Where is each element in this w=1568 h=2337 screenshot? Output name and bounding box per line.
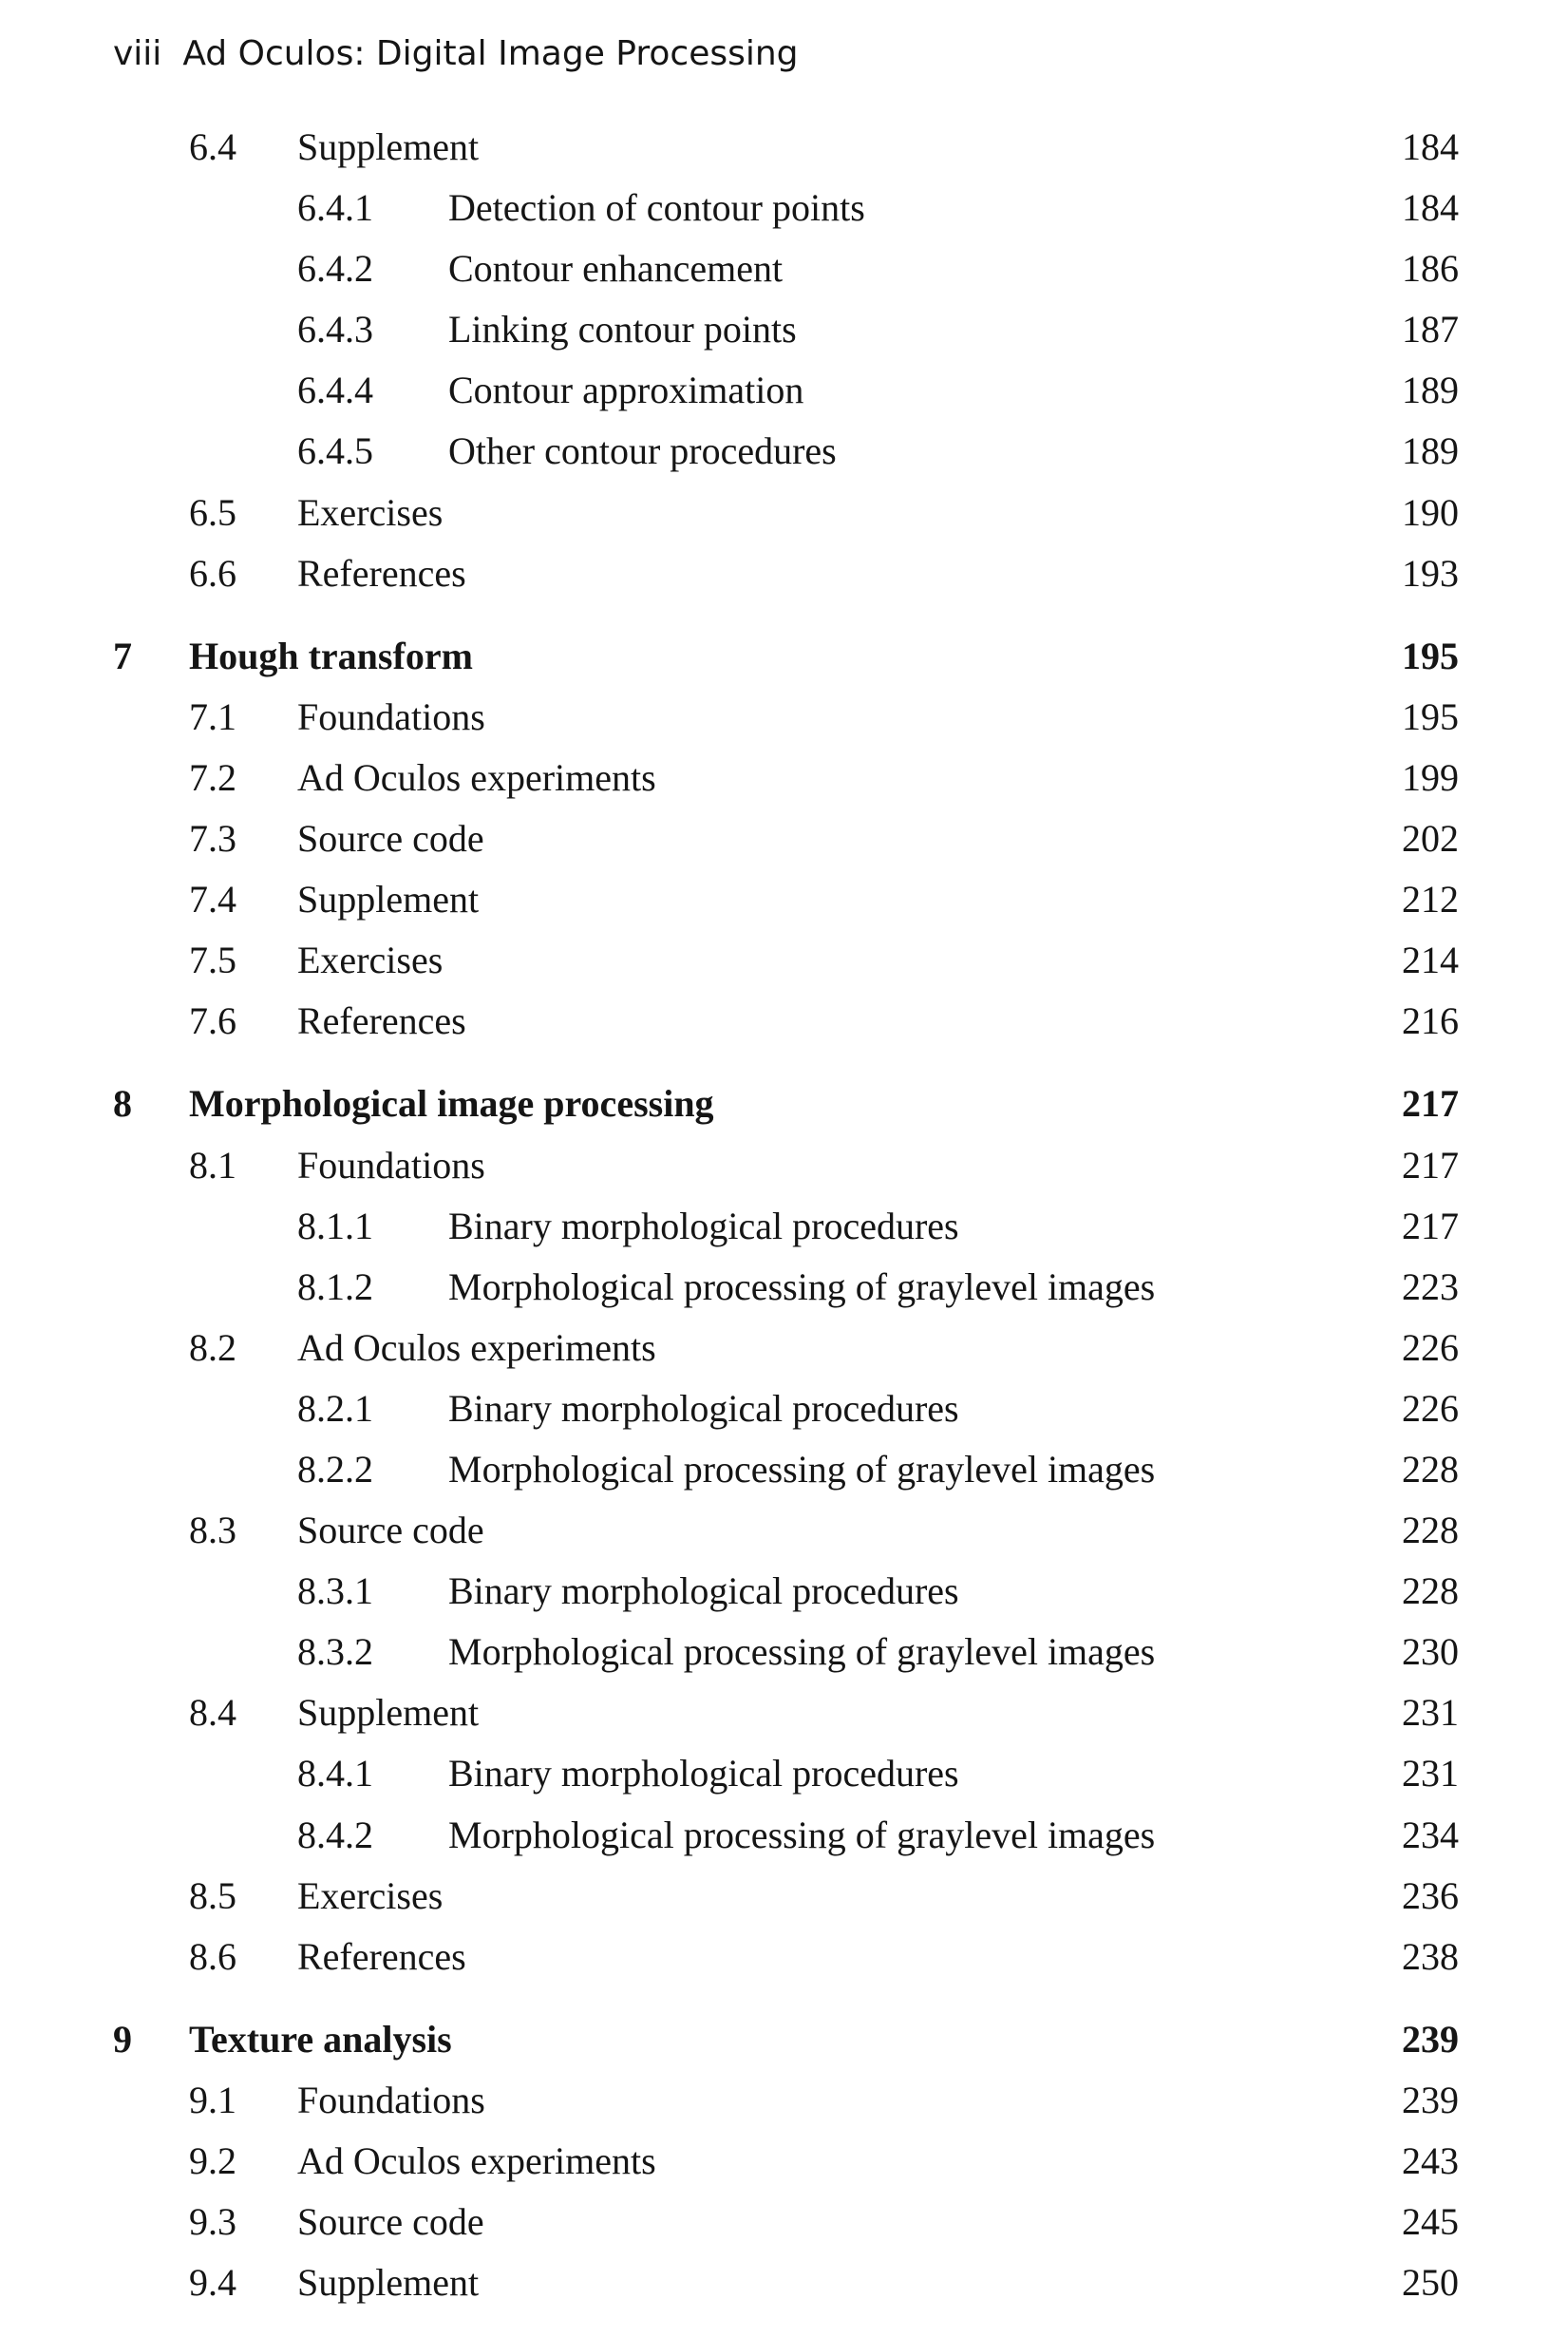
entry-title: Exercises [297,939,444,982]
entry-number: 7.3 [189,817,236,861]
toc-entry-subsection [0,367,1568,428]
toc-entry-section [0,2077,1568,2138]
toc-entry-section [0,1324,1568,1385]
entry-number: 8.1.2 [297,1264,373,1308]
entry-page-number: 193 [1402,551,1459,595]
entry-page-number: 217 [1402,1204,1459,1247]
entry-number: 7.5 [189,939,236,982]
entry-title: Other contour procedures [448,429,837,473]
entry-title: Morphological processing of graylevel images [448,1447,1156,1491]
toc-entry-section [0,2198,1568,2259]
entry-page-number: 184 [1402,186,1459,230]
entry-title: Binary morphological procedures [448,1569,959,1613]
entry-title: Morphological processing of graylevel images [448,1630,1156,1674]
entry-number: 7.4 [189,878,236,922]
toc-entry-subsection [0,1812,1568,1872]
entry-number: 8.1.1 [297,1204,373,1247]
entry-title: Exercises [297,1873,444,1917]
entry-number: 8.6 [189,1934,236,1978]
entry-number: 7.1 [189,694,236,738]
running-header [113,34,799,73]
entry-page-number: 202 [1402,817,1459,861]
entry-page-number: 216 [1402,999,1459,1043]
entry-page-number: 195 [1402,694,1459,738]
toc-entry-section [0,998,1568,1058]
entry-title: Contour enhancement [448,247,784,291]
entry-number: 6.4.3 [297,308,373,352]
entry-title: Foundations [297,694,485,738]
toc-entry-section [0,815,1568,876]
toc-entry-subsection [0,428,1568,488]
entry-title: Source code [297,2200,484,2244]
toc-entry-subsection [0,1628,1568,1689]
entry-page-number: 236 [1402,1873,1459,1917]
entry-page-number: 228 [1402,1447,1459,1491]
entry-number: 6.4.1 [297,186,373,230]
toc-entry-section [0,1142,1568,1203]
toc-entry-subsection [0,1264,1568,1324]
entry-number: 8.4.2 [297,1813,373,1856]
toc-entry-chapter [0,2016,1568,2077]
entry-title: Supplement [297,1691,480,1735]
entry-page-number: 231 [1402,1691,1459,1735]
toc-entry-section [0,489,1568,550]
entry-number: 8.5 [189,1873,236,1917]
entry-title: Detection of contour points [448,186,865,230]
entry-title: Source code [297,1509,484,1552]
toc-entry-section [0,1933,1568,1994]
toc-entry-section [0,876,1568,937]
entry-page-number: 231 [1402,1752,1459,1796]
entry-number: 8.1 [189,1143,236,1187]
entry-page-number: 228 [1402,1569,1459,1613]
entry-page-number: 199 [1402,755,1459,799]
entry-number: 8.3.1 [297,1569,373,1613]
entry-number: 8.4 [189,1691,236,1735]
entry-page-number: 234 [1402,1813,1459,1856]
entry-title: Supplement [297,878,480,922]
entry-page-number: 239 [1402,2078,1459,2121]
book-title: Ad Oculos: Digital Image Processing [182,34,799,73]
entry-number: 8.3 [189,1509,236,1552]
entry-page-number: 228 [1402,1509,1459,1552]
entry-title: Morphological processing of graylevel images [448,1264,1156,1308]
toc-entry-section [0,1689,1568,1750]
entry-number: 6.4.4 [297,369,373,412]
entry-title: Binary morphological procedures [448,1386,959,1430]
toc-entry-section [0,124,1568,184]
entry-number: 6.4.2 [297,247,373,291]
entry-page-number: 189 [1402,369,1459,412]
entry-title: Ad Oculos experiments [297,755,656,799]
entry-title: Foundations [297,1143,485,1187]
entry-page-number: 230 [1402,1630,1459,1674]
entry-title: References [297,999,466,1043]
entry-number: 7.2 [189,755,236,799]
entry-number: 6.4 [189,125,236,168]
entry-page-number: 184 [1402,125,1459,168]
entry-page-number: 217 [1402,1143,1459,1187]
entry-title: References [297,551,466,595]
entry-number: 7 [113,634,132,677]
entry-page-number: 243 [1402,2139,1459,2182]
entry-page-number: 226 [1402,1325,1459,1369]
entry-page-number: 245 [1402,2200,1459,2244]
entry-title: Source code [297,817,484,861]
entry-number: 8.2.2 [297,1447,373,1491]
toc-entry-section [0,2138,1568,2198]
toc-entry-subsection [0,306,1568,367]
entry-title: Morphological image processing [189,1082,714,1126]
entry-page-number: 190 [1402,490,1459,534]
toc-entry-subsection [0,1446,1568,1507]
toc-entry-section [0,1872,1568,1933]
page-folio: viii [113,34,162,73]
entry-title: References [297,1934,466,1978]
entry-title: Ad Oculos experiments [297,1325,656,1369]
entry-page-number: 238 [1402,1934,1459,1978]
entry-title: Foundations [297,2078,485,2121]
entry-page-number: 226 [1402,1386,1459,1430]
entry-number: 8.3.2 [297,1630,373,1674]
entry-title: Supplement [297,2261,480,2305]
toc-entry-subsection [0,245,1568,306]
toc-entry-chapter [0,1080,1568,1141]
entry-page-number: 212 [1402,878,1459,922]
toc-entry-subsection [0,1203,1568,1264]
entry-page-number: 217 [1402,1082,1459,1126]
entry-page-number: 214 [1402,939,1459,982]
entry-number: 6.6 [189,551,236,595]
toc-entry-section [0,550,1568,611]
toc-entry-chapter [0,633,1568,694]
entry-title: Texture analysis [189,2017,452,2061]
toc-entry-subsection [0,1750,1568,1811]
entry-number: 7.6 [189,999,236,1043]
entry-page-number: 186 [1402,247,1459,291]
entry-number: 9.1 [189,2078,236,2121]
entry-page-number: 239 [1402,2017,1459,2061]
entry-number: 9.3 [189,2200,236,2244]
toc-entry-subsection [0,1385,1568,1446]
toc-entry-section [0,937,1568,998]
entry-title: Binary morphological procedures [448,1204,959,1247]
entry-page-number: 223 [1402,1264,1459,1308]
entry-number: 8 [113,1082,132,1126]
entry-number: 6.4.5 [297,429,373,473]
toc-entry-section [0,1507,1568,1568]
entry-title: Ad Oculos experiments [297,2139,656,2182]
entry-title: Hough transform [189,634,473,677]
entry-page-number: 187 [1402,308,1459,352]
table-of-contents [0,124,1568,2320]
entry-title: Supplement [297,125,480,168]
toc-entry-section [0,694,1568,754]
entry-number: 6.5 [189,490,236,534]
entry-number: 8.2 [189,1325,236,1369]
entry-title: Morphological processing of graylevel images [448,1813,1156,1856]
entry-number: 9.4 [189,2261,236,2305]
toc-entry-section [0,2259,1568,2320]
entry-number: 8.4.1 [297,1752,373,1796]
entry-title: Contour approximation [448,369,804,412]
entry-number: 9 [113,2017,132,2061]
entry-number: 9.2 [189,2139,236,2182]
entry-page-number: 189 [1402,429,1459,473]
toc-entry-subsection [0,1568,1568,1628]
toc-entry-subsection [0,184,1568,245]
entry-title: Linking contour points [448,308,797,352]
toc-entry-section [0,754,1568,815]
entry-number: 8.2.1 [297,1386,373,1430]
entry-title: Exercises [297,490,444,534]
entry-page-number: 195 [1402,634,1459,677]
entry-page-number: 250 [1402,2261,1459,2305]
entry-title: Binary morphological procedures [448,1752,959,1796]
